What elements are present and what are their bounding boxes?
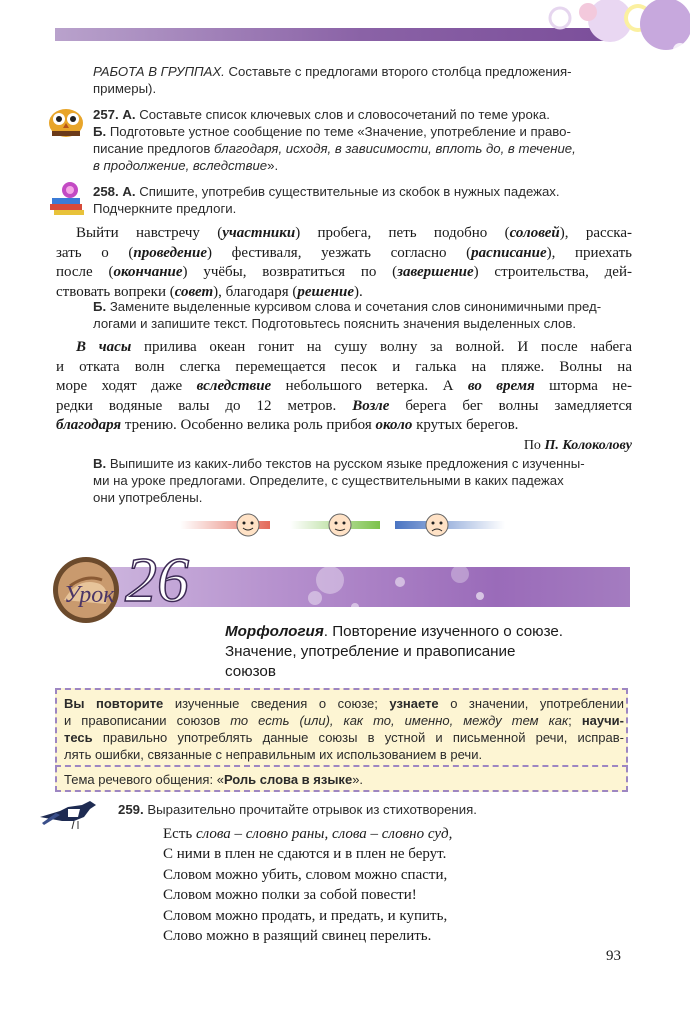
text-line-2: и отката волн слегка перемещается песок и галька на пляже. Волны на [56,358,632,375]
poem-line-3: Словом можно убить, словом можно спасти, [163,866,448,883]
ex258-b-line2: логами и запишите текст. Подготовьтесь пояснить значения выделенных слов. [93,316,577,331]
group-task [93,63,633,97]
poem-line-2: С ними в плен не сдаются и в плен не берут. [163,846,447,863]
text-author: По П. Колоколову [523,437,632,453]
goals-line-1: Вы повторите изученные сведения о союзе; узнаете о значении, употреблении [64,696,624,711]
text-line-4: редки водяные валы до 12 метров. Возле берега бег волны замедляется [56,397,632,414]
poem-line-1: Есть слова – словно раны, слова – словно суд, [163,826,453,842]
goals-line-4: лять ошибки, связанные с неправильным их использованием в речи. [64,747,483,762]
ex257-a-label: А. [122,107,136,122]
passage-line-2: зать о (проведение) фестиваля, уезжать согласно (расписание), приехать [56,244,632,261]
ex258-a-label: А. [122,184,136,199]
goals-line-3: тесь правильно употреблять данные союзы в устной и письменной речи, исправ- [64,730,624,745]
exercise-258-a [93,183,633,217]
lesson-title-line3: союзов [225,663,276,680]
header-circles-decoration [520,0,690,60]
ex257-b-line1: Подготовьте устное сообщение по теме «Значение, употребление и право- [109,124,571,139]
lesson-title [225,622,635,682]
lesson-word: Урок [64,582,115,608]
poem-line-5: Словом можно продать, и предать, и купить, [163,907,448,924]
passage-line-4: ствовать вопреки (совет), благодаря (решение). [56,283,363,300]
ex258-number: 258. [93,184,119,199]
poem-line-6: Слово можно в разящий свинец перелить. [163,928,432,945]
exercise-258-b [93,298,633,332]
ex258-passage [56,224,632,302]
goals-divider [55,765,628,767]
poem-line-4: Словом можно полки за собой повести! [163,887,417,904]
smiley-divider [180,511,510,541]
smiley-neutral-icon [329,514,351,536]
text-line-3: море ходят даже вследствие небольшого ветерка. А во время шторма не- [56,378,632,395]
ex257-number: 257. [93,107,119,122]
ex258-text [56,338,632,456]
lesson-title-italic: Морфология [225,623,324,640]
lesson-number: 26 [125,544,189,615]
magpie-icon [38,795,108,831]
ex258-v-label: В. [93,456,107,471]
books-icon [46,180,86,218]
ex257-b-line2a: писание предлогов [93,141,214,156]
ex258-v-line3: они употреблены. [93,490,203,505]
exercise-257 [93,106,633,174]
ex258-v-line1: Выпишите из каких-либо текстов на русском языке предложения с изученны- [109,456,585,471]
group-task-label: РАБОТА В ГРУППАХ. [93,64,225,79]
page-number: 93 [606,948,621,964]
owl-icon [46,103,86,139]
lesson-title-line2: Значение, употребление и правописание [225,643,516,660]
passage-line-3: после (окончание) учёбы, возвратиться по (завершение) строительства, дей- [56,264,632,281]
smiley-happy-icon [237,514,259,536]
ex257-b-label: Б. [93,124,107,139]
ex259-number: 259. [118,802,144,817]
group-task-text2: примеры). [93,81,157,96]
ex258-a-line1: Спишите, употребив существительные из скобок в нужных падежах. [139,184,560,199]
ex258-v-line2: ми на уроке предлогами. Определите, с существительными в каких падежах [93,473,564,488]
goals-topic: Тема речевого общения: «Роль слова в языке». [64,772,364,787]
exercise-258-v [93,455,633,506]
ex259-text: Выразительно прочитайте отрывок из стихотворения. [147,802,477,817]
text-line-5: благодаря трению. Особенно велика роль прибоя около крутых берегов. [56,417,519,434]
goals-text [64,695,624,763]
smiley-sad-icon [426,514,448,536]
group-task-text: Составьте с предлогами второго столбца предложения- [228,64,572,79]
text-line-1: В часы прилива океан гонит на сушу волну за волной. И после набега [76,339,632,355]
ex257-a-text: Составьте список ключевых слов и словосочетаний по теме урока. [139,107,550,122]
ex257-b-line3b: ». [267,158,279,173]
lesson-title-line1: . Повторение изученного о союзе. [323,623,564,640]
ex258-b-line1: Замените выделенные курсивом слова и сочетания слов синонимичными пред- [109,299,602,314]
ex257-b-line2i: благодаря, исходя, в зависимости, вплоть до, в течение, [214,141,576,156]
exercise-259 [118,801,628,818]
poem [163,824,633,946]
ex258-a-line2: Подчеркните предлоги. [93,201,237,216]
goals-line-2: и правописании союзов то есть (или), как то, именно, между тем как; научи- [64,713,624,728]
ex257-b-line3i: в продолжение, вследствие [93,158,268,173]
lesson-band-bubbles [180,560,610,616]
ex258-b-label: Б. [93,299,107,314]
passage-line-1: Выйти навстречу (участники) пробега, петь подобно (соловей), расска- [76,225,633,241]
